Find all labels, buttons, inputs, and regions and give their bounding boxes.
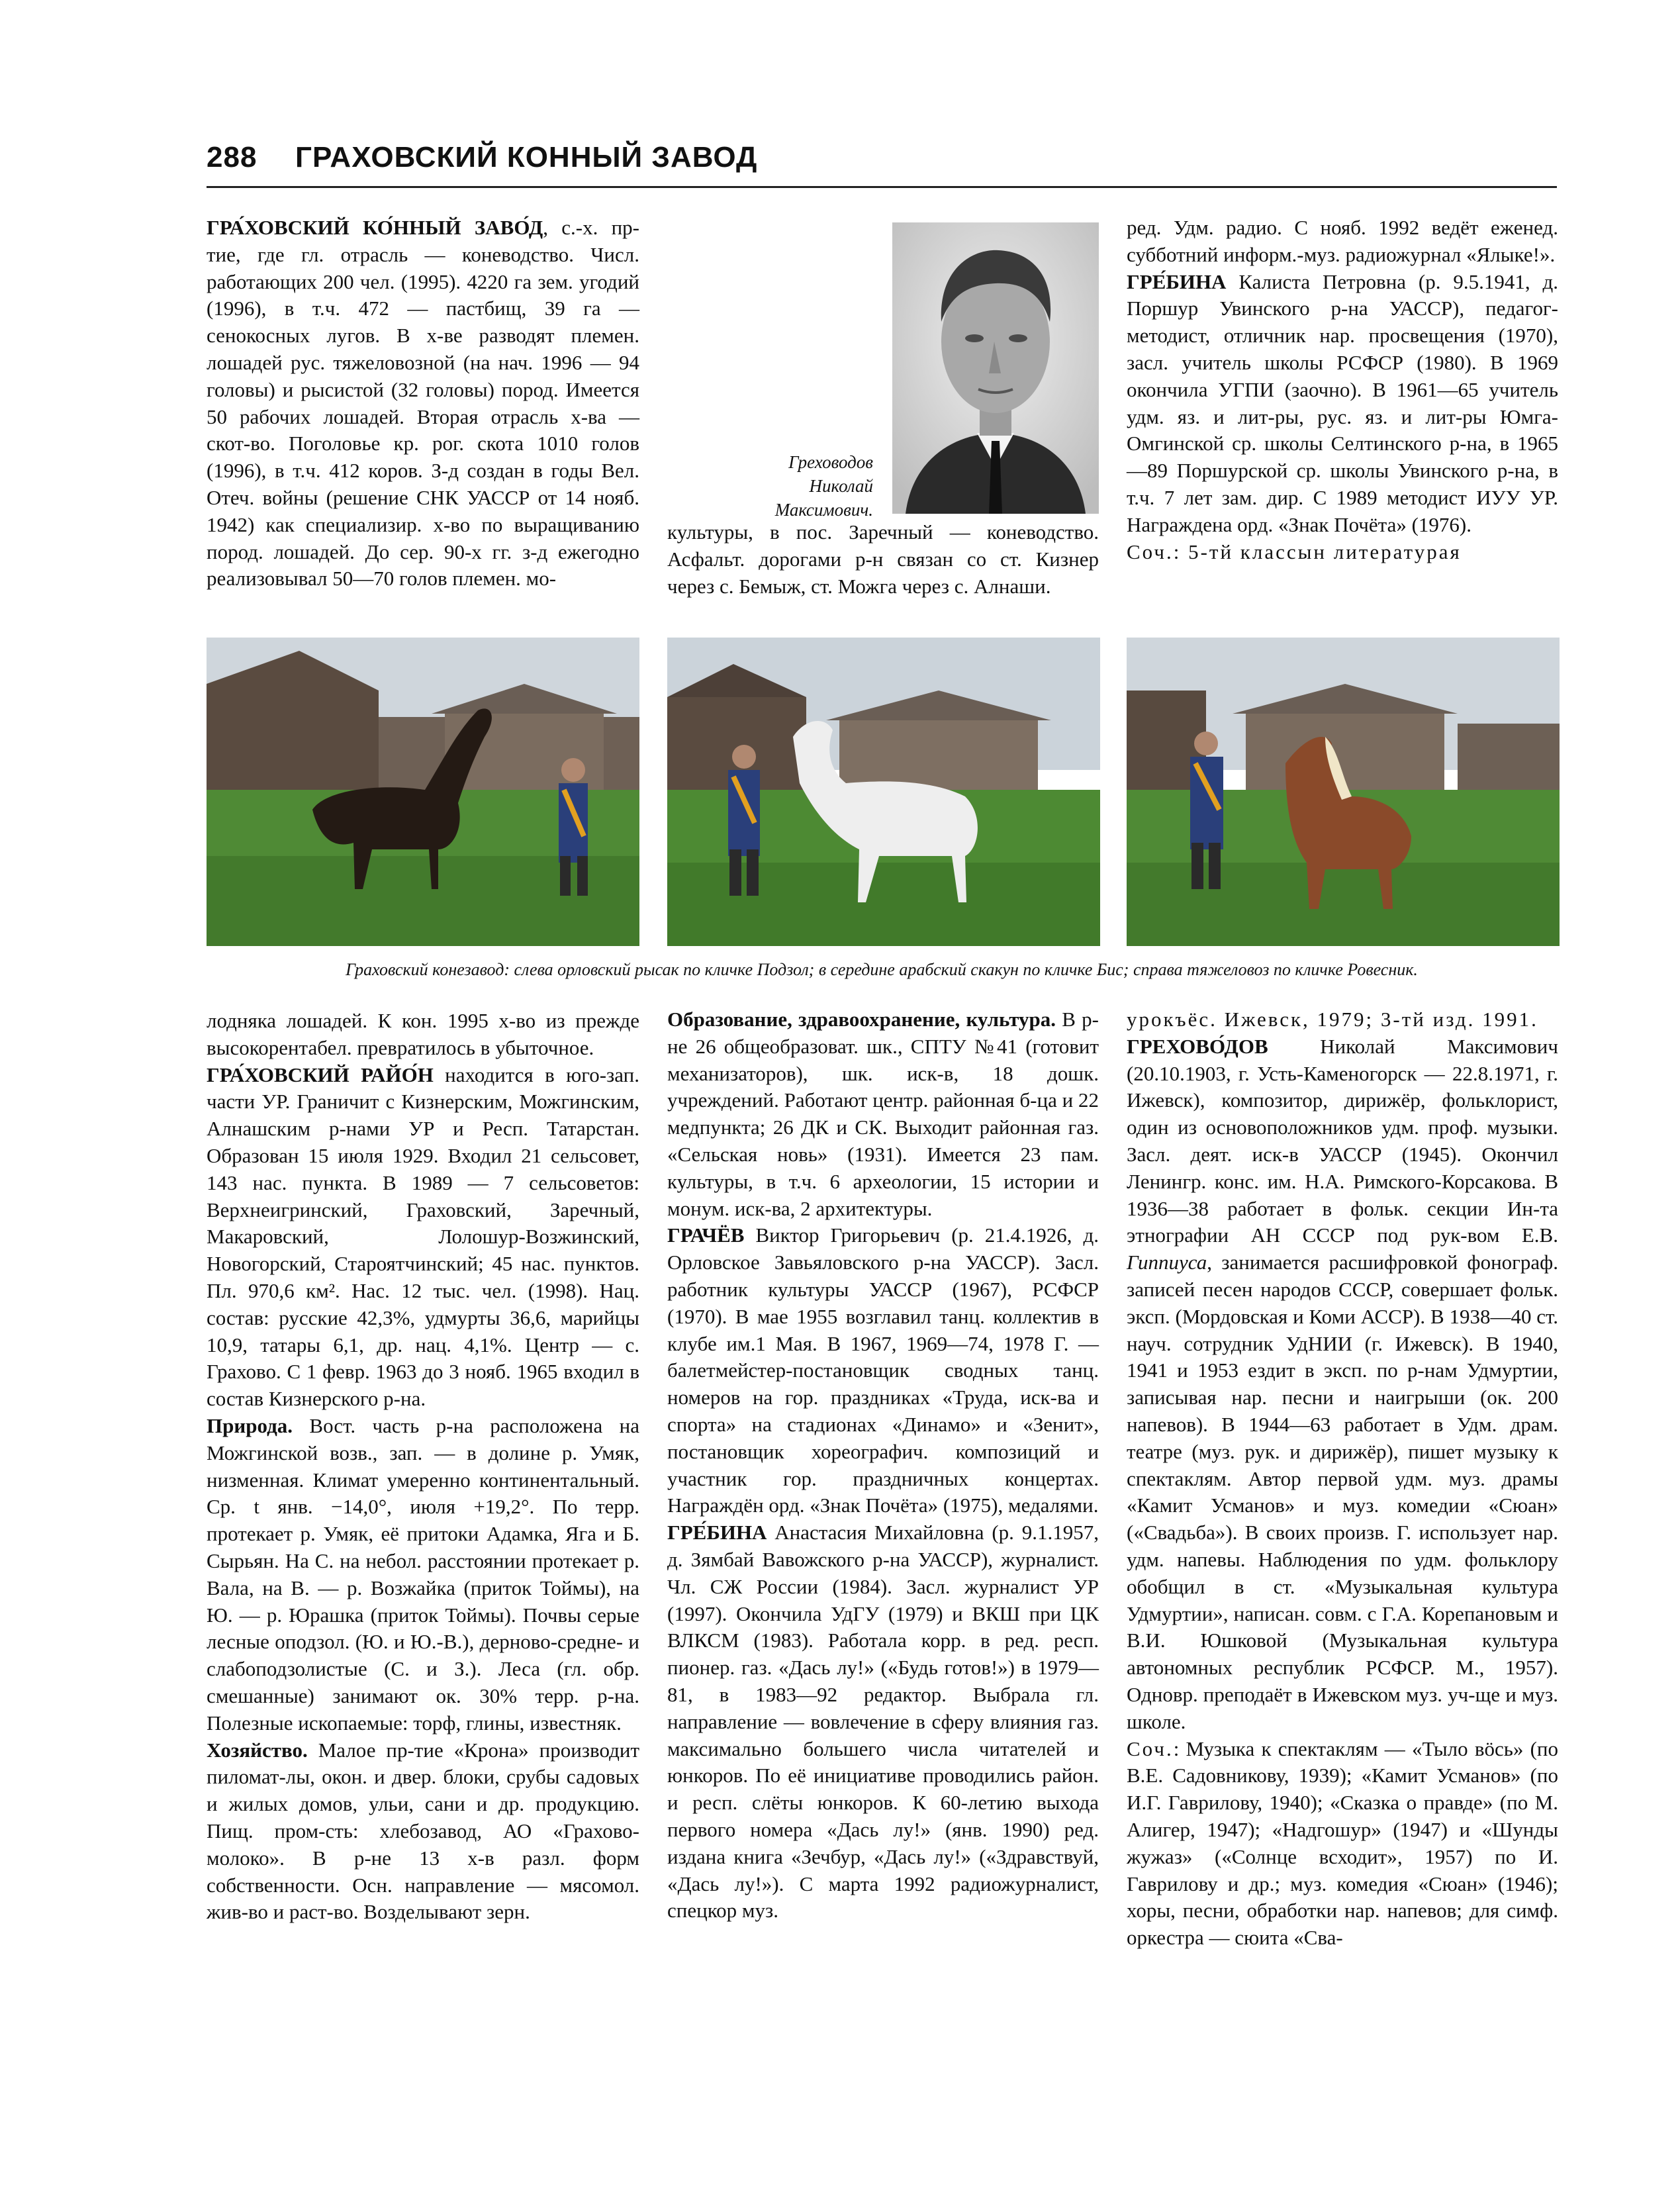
column-1-top — [207, 214, 639, 593]
running-title: ГРАХОВСКИЙ КОННЫЙ ЗАВОД — [295, 141, 758, 173]
works-continuation: урокъёс. Ижевск, 1979; 3-тй изд. 1991. — [1127, 1008, 1538, 1031]
works-list — [1127, 539, 1558, 566]
entry-headword: ГРЕХОВО́ДОВ — [1127, 1034, 1268, 1058]
works-list — [1127, 1736, 1558, 1952]
entry-text: Николай Максимович (20.10.1903, г. Усть-Каменогорск — 22.8.1971, г. Ижевск), композитор, дирижёр, фольклорист, один из основоположников удм. проф. музыки. Засл. деят. иск-в УАССР (1945). Окончил Ленингр. конс. им. Н.А. Римского-Корсакова. В 1936—38 работает в фольк. секции Ин-та этнографии АН СССР под рук-вом Е.В. — [1127, 1034, 1558, 1247]
entry-text: , занимается расшифровкой фонограф. записей песен народов СССР, совершает фольк. эксп. (Мордовская и Коми АССР). В 1938—40 ст. науч. сотрудник УдНИИ (г. Ижевск). В 1940, 1941 и 1953 ездит в эксп. по р-нам Удмуртии, записывая нар. песни и наигрыши (ок. 200 напевов). В 1944—63 работает в Удм. драм. театре (муз. рук. и дирижёр), пишет музыку к спектаклям. Автор первой удм. муз. драмы «Камит Усманов» и муз. комедии «Сюан» («Свадьба»). В своих произв. Г. использует нар. удм. напевы. Наблюдения по удм. фольклору обобщил в ст. «Музыкальная культура Удмуртии», написан. совм. с Г.А. Корепановым и В.И. Юшковой (Музыкальная культура автономных республик РСФСР. М., 1957). Одновр. преподаёт в Ижевском муз. уч-ще и муз. школе. — [1127, 1251, 1558, 1733]
section-heading: Образование, здравоохранение, культура. — [667, 1008, 1056, 1031]
header-rule — [207, 186, 1557, 188]
photo-orlov-trotter — [207, 638, 639, 946]
portrait-photo — [892, 222, 1099, 514]
entry-headword: ГРЕ́БИНА — [667, 1521, 767, 1545]
page-header — [207, 139, 1557, 192]
entry-grebina-kalista — [1127, 269, 1558, 539]
entry-grakhovsky-district — [207, 1062, 639, 1413]
portrait-caption — [731, 450, 873, 522]
portrait-image — [892, 222, 1099, 514]
column-2-bottom — [667, 1006, 1099, 1925]
photo-image-left — [207, 638, 639, 946]
page-number: 288 — [207, 141, 257, 173]
column-2-top — [667, 519, 1099, 600]
portrait-caption-line: Греховодов — [788, 452, 873, 472]
entry-text: лодняка лошадей. К кон. 1995 х-во из прежде высокорентабел. превратилось в убыточное. — [207, 1009, 639, 1059]
section-text: В р-не 26 общеобразоват. шк., СПТУ №41 (готовит механизаторов), шк. иск-в, 18 дошк. учреждений. Работают центр. районная б-ца и 22 медпункта; 26 ДК и СК. Выходит районная газ. «Сельская новь» (1931). Имеется 23 пам. культуры, в т.ч. 6 археологии, 15 истории и монум. иск-ва, 2 архитектуры. — [667, 1008, 1099, 1220]
works-label: Соч. — [1127, 540, 1174, 563]
photo-arabian-horse — [667, 638, 1100, 946]
entry-headword: ГРА́ХОВСКИЙ КО́ННЫЙ ЗАВО́Д — [207, 216, 543, 239]
entry-text: Калиста Петровна (р. 9.5.1941, д. Поршур Увинского р-на УАССР), педагог-методист, отличник нар. просвещения (1970), засл. учитель школы РСФСР (1980). В 1969 окончила УГПИ (заочно). В 1961—65 учитель удм. яз. и лит-ры, рус. яз. и лит-ры Юмга-Омгинской ср. школы Селтинского р-на, в 1965—89 Поршурской ср. школы Увинского р-на, в т.ч. 7 лет зам. дир. С 1989 методист ИУУ УР. Награждена орд. «Знак Почёта» (1976). — [1127, 269, 1558, 536]
entry-grebina-anastasia — [667, 1519, 1099, 1925]
entry-headword: ГРЕ́БИНА — [1127, 269, 1227, 293]
section-heading: Природа. — [207, 1413, 293, 1437]
section-text: Вост. часть р-на расположена на Можгинской возв., зап. — в долине р. Умяк, низменная. Климат умеренно континентальный. Ср. t янв. −14,0°, июля +19,2°. По терр. протекает р. Умяк, её притоки Адамка, Яга и Б. Сырьян. На С. на небол. расстоянии протекает р. Вала, на В. — р. Возжайка (приток Тоймы), на Ю. — р. Юрашка (приток Тоймы). Почвы серые лесные оподзол. (Ю. и Ю.-В.), дерново-средне- и слабоподзолистые (С. и З.). Леса (гл. обр. смешанные) занимают ок. 30% терр. р-на. Полезные ископаемые: торф, глины, известняк. — [207, 1413, 639, 1735]
section-heading: Хозяйство. — [207, 1738, 308, 1762]
column-3-bottom — [1127, 1006, 1558, 1952]
photo-image-middle — [667, 638, 1100, 946]
section-economy — [207, 1737, 639, 1927]
works-label: Соч. — [1127, 1737, 1174, 1760]
entry-text-italic: Гиппиуса — [1127, 1251, 1207, 1274]
entry-grachev — [667, 1222, 1099, 1519]
column-1-bottom — [207, 1008, 639, 1926]
photo-image-right — [1127, 638, 1560, 946]
entry-headword: ГРАЧЁВ — [667, 1223, 745, 1247]
portrait-caption-line: Николай — [809, 476, 873, 496]
works-text: : Музыка к спектаклям — «Тыло вöсь» (по В.Е. Садовникову, 1939); «Камит Усманов» (по И.Г. Гаврилову, 1940); «Сказка о правде» (по М. Алигер, 1947); «Надгошур» (1947) и «Шунды жужаз» («Солнце всходит», 1957) по И. Гаврилову и др.; муз. комедия «Сюан» (1946); хоры, песни, обработки нар. напевов; для симф. оркестра — сюита «Сва- — [1127, 1737, 1558, 1950]
column-3-top — [1127, 214, 1558, 565]
entry-grekhovodov — [1127, 1033, 1558, 1736]
portrait-caption-line: Максимович. — [774, 500, 873, 520]
entry-text: находится в юго-зап. части УР. Граничит с Кизнерским, Можгинским, Алнашским р-нами УР и Респ. Татарстан. Образован 15 июля 1929. Входил 21 сельсовет, 143 нас. пункта. В 1989 — 7 сельсоветов: Верхнеигринский, Граховский, Заречный, Макаровский, Лолошур-Возжинский, Новогорский, Староятчинский; 45 нас. пунктов. Пл. 970,6 км². Нас. 12 тыс. чел. (1998). Нац. состав: русские 42,3%, удмурты 36,6, марийцы 10,9, татары 6,1, др. нац. 4,1%. Центр — с. Грахово. С 1 февр. 1963 до 3 нояб. 1965 входил в состав Кизнерского р-на. — [207, 1063, 639, 1411]
photo-draft-horse — [1127, 638, 1560, 946]
section-nature — [207, 1413, 639, 1737]
works-text: : 5-тй классын литературая — [1173, 540, 1462, 563]
section-education-health-culture — [667, 1006, 1099, 1222]
entry-grakhovsky-stud-farm — [207, 214, 639, 593]
section-text: Малое пр-тие «Крона» производит пиломат-лы, окон. и двер. блоки, срубы садовых и жилых домов, ульи, сани и др. продукцию. Пищ. пром-сть: хлебозавод, АО «Грахово-молоко». В р-не 13 х-в разл. форм собственности. Осн. направление — мясомол. жив-во и раст-во. Возделывают зерн. — [207, 1738, 639, 1924]
photo-caption: Граховский конезавод: слева орловский рысак по кличке Подзол; в середине арабский скакун по кличке Бис; справа тяжеловоз по кличке Ровесник. — [346, 960, 1418, 979]
entry-text: культуры, в пос. Заречный — коневодство. Асфальт. дорогами р-н связан со ст. Кизнер через с. Бемыж, ст. Можга через с. Алнаши. — [667, 520, 1099, 598]
entry-text: ред. Удм. радио. С нояб. 1992 ведёт еженед. субботний информ.-муз. радиожурнал «Ялыке!». — [1127, 216, 1558, 266]
entry-text: , с.-х. пр-тие, где гл. отрасль — коневодство. Числ. работающих 200 чел. (1995). 4220 га зем. угодий (1996), в т.ч. 472 — пастбищ, 39 га — сенокосных лугов. В х-ве разводят племен. лошадей рус. тяжеловозной (на нач. 1996 — 94 головы) и рысистой (32 головы) пород. Имеется 50 рабочих лошадей. Вторая отрасль х-ва — скот-во. Поголовье кр. рог. скота 1010 голов (1996), в т.ч. 412 коров. З-д создан в годы Вел. Отеч. войны (решение СНК УАССР от 14 нояб. 1942) как специализир. х-во по выращиванию пород. лошадей. До сер. 90-х гг. з-д ежегодно реализовывал 50—70 голов племен. мо- — [207, 216, 639, 591]
entry-text: Виктор Григорьевич (р. 21.4.1926, д. Орловское Завьяловского р-на УАССР). Засл. работник культуры УАССР (1967), РСФСР (1970). В мае 1955 возглавил танц. коллектив в клубе им.1 Мая. В 1967, 1969—74, 1978 Г. — балетмейстер-постановщик сводных танц. номеров на гор. праздниках «Труда, иск-ва и спорта» на стадионах «Динамо» и «Зенит», постановщик хореографич. композиций и участник гор. праздничных концертах. Награждён орд. «Знак Почёта» (1975), медалями. — [667, 1223, 1099, 1517]
entry-headword: ГРА́ХОВСКИЙ РАЙО́Н — [207, 1063, 434, 1086]
entry-text: Анастасия Михайловна (р. 9.1.1957, д. Зямбай Вавожского р-на УАССР), журналист. Чл. СЖ России (1984). Засл. журналист УР (1997). Окончила УдГУ (1979) и ВКШ при ЦК ВЛКСМ (1983). Работала корр. в ред. респ. пионер. газ. «Дась лу!» («Будь готов!») в 1979—81, в 1983—92 редактор. Выбрала гл. направление — вовлечение в сферу влияния газ. максимально большего числа читателей и юнкоров. По её инициативе проводились район. и респ. слёты юнкоров. К 60-летию выхода первого номера «Дась лу!» (янв. 1990) ред. издана книга «Зечбур, «Дась лу!» («Здравствуй, «Дась лу!»). С марта 1992 радиожурналист, спецкор муз. — [667, 1521, 1099, 1923]
